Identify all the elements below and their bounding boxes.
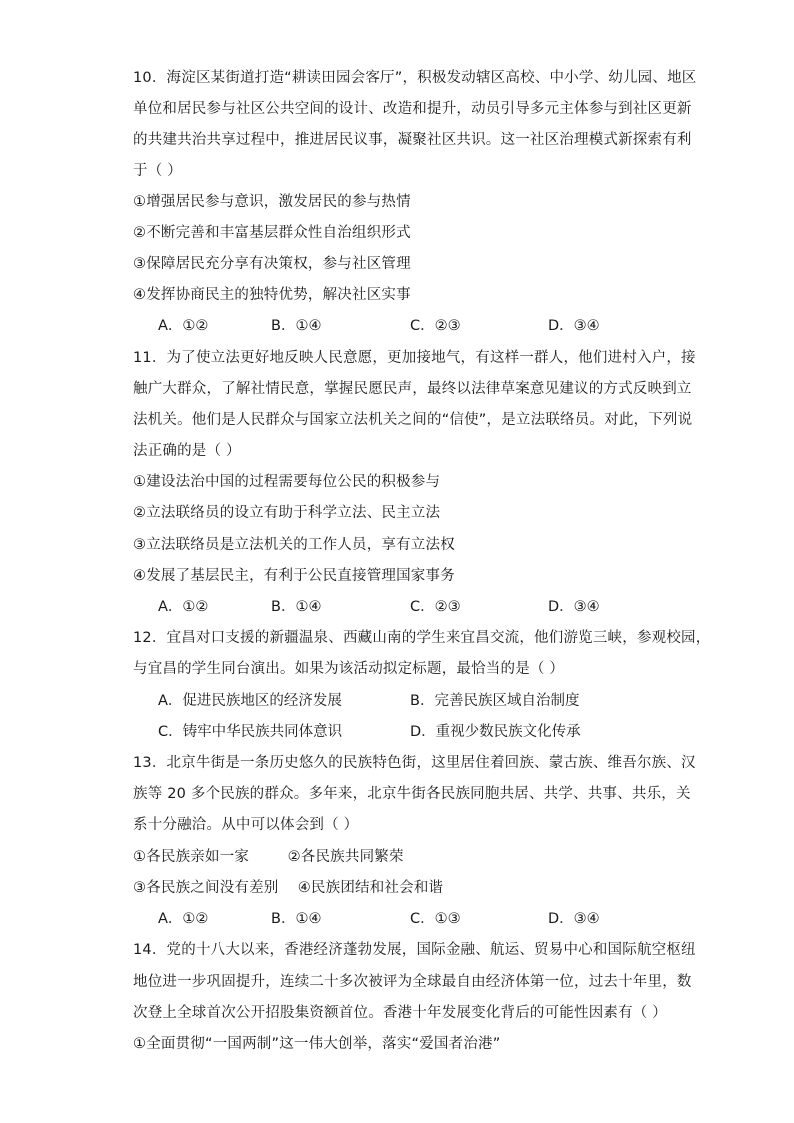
q14-stem-line-1: 14．党的十八大以来，香港经济蓬勃发展，国际金融、航运、贸易中心和国际航空枢纽: [133, 942, 696, 958]
q11-option-b[interactable]: B．①④: [271, 599, 322, 615]
q12-option-a[interactable]: A．促进民族地区的经济发展: [158, 693, 342, 709]
q12-option-d[interactable]: D．重视少数民族文化传承: [410, 724, 581, 740]
q10-option-d[interactable]: D．③④: [548, 318, 600, 334]
q14-item-1: ①全面贯彻“一国两制”这一伟大创举，落实“爱国者治港”: [133, 1036, 501, 1052]
q11-option-d[interactable]: D．③④: [548, 599, 600, 615]
q10-item-1: ①增强居民参与意识，激发居民的参与热情: [133, 194, 411, 210]
q12-stem-line-1: 12．宜昌对口支援的新疆温泉、西藏山南的学生来宜昌交流，他们游览三峡，参观校园，: [133, 630, 711, 646]
q13-option-a[interactable]: A．①②: [158, 911, 209, 927]
q10-stem-line-3: 的共建共治共享过程中，推进居民议事，凝聚社区共识。这一社区治理模式新探索有利: [133, 132, 692, 148]
q10-option-b[interactable]: B．①④: [271, 318, 322, 334]
q11-stem-line-1: 11．为了使立法更好地反映人民意愿，更加接地气，有这样一群人，他们进村入户，接: [133, 350, 696, 366]
q12-option-b[interactable]: B．完善民族区域自治制度: [410, 693, 580, 709]
q11-option-a[interactable]: A．①②: [158, 599, 209, 615]
q14-stem-line-3: 次登上全球首次公开招股集资额首位。香港十年发展变化背后的可能性因素有（ ）: [133, 1005, 668, 1021]
q10-item-4: ④发挥协商民主的独特优势，解决社区实事: [133, 287, 411, 303]
q11-option-c[interactable]: C．②③: [410, 599, 461, 615]
q13-option-b[interactable]: B．①④: [271, 911, 322, 927]
q13-stem-line-3: 系十分融洽。从中可以体会到（ ）: [133, 817, 359, 833]
q13-stem-line-2: 族等 20 多个民族的群众。多年来，北京牛街各民族同胞共居、共学、共事、共乐，关: [133, 786, 691, 802]
q10-stem-line-1: 10．海淀区某街道打造“耕读田园会客厅”，积极发动辖区高校、中小学、幼儿园、地区: [133, 70, 697, 86]
q10-option-c[interactable]: C．②③: [410, 318, 461, 334]
q10-stem-line-2: 单位和居民参与社区公共空间的设计、改造和提升，动员引导多元主体参与到社区更新: [133, 101, 692, 117]
q10-item-3: ③保障居民充分享有决策权，参与社区管理: [133, 256, 411, 272]
q11-item-3: ③立法联络员是立法机关的工作人员，享有立法权: [133, 537, 455, 553]
q11-item-4: ④发展了基层民主，有利于公民直接管理国家事务: [133, 568, 455, 584]
q12-option-c[interactable]: C．铸牢中华民族共同体意识: [158, 724, 343, 740]
q13-option-d[interactable]: D．③④: [548, 911, 600, 927]
q14-stem-line-2: 地位进一步巩固提升，连续二十多次被评为全球最自由经济体第一位，过去十年里，数: [133, 974, 692, 990]
q11-item-1: ①建设法治中国的过程需要每位公民的积极参与: [133, 474, 441, 490]
q11-stem-line-4: 法正确的是（ ）: [133, 443, 241, 459]
q11-stem-line-2: 触广大群众，了解社情民意，掌握民愿民声，最终以法律草案意见建议的方式反映到立: [133, 381, 692, 397]
q10-stem-line-4: 于（ ）: [133, 163, 182, 179]
q10-item-2: ②不断完善和丰富基层群众性自治组织形式: [133, 225, 411, 241]
q13-items-line-1: ①各民族亲如一家 ②各民族共同繁荣: [133, 849, 404, 865]
q13-option-c[interactable]: C．①③: [410, 911, 461, 927]
q12-stem-line-2: 与宜昌的学生同台演出。如果为该活动拟定标题，最恰当的是（ ）: [133, 661, 565, 677]
q13-items-line-2: ③各民族之间没有差别 ④民族团结和社会和谐: [133, 880, 444, 896]
q11-stem-line-3: 法机关。他们是人民群众与国家立法机关之间的“信使”，是立法联络员。对此，下列说: [133, 412, 693, 428]
q10-option-a[interactable]: A．①②: [158, 318, 209, 334]
q11-item-2: ②立法联络员的设立有助于科学立法、民主立法: [133, 505, 441, 521]
q13-stem-line-1: 13．北京牛街是一条历史悠久的民族特色街，这里居住着回族、蒙古族、维吾尔族、汉: [133, 755, 696, 771]
